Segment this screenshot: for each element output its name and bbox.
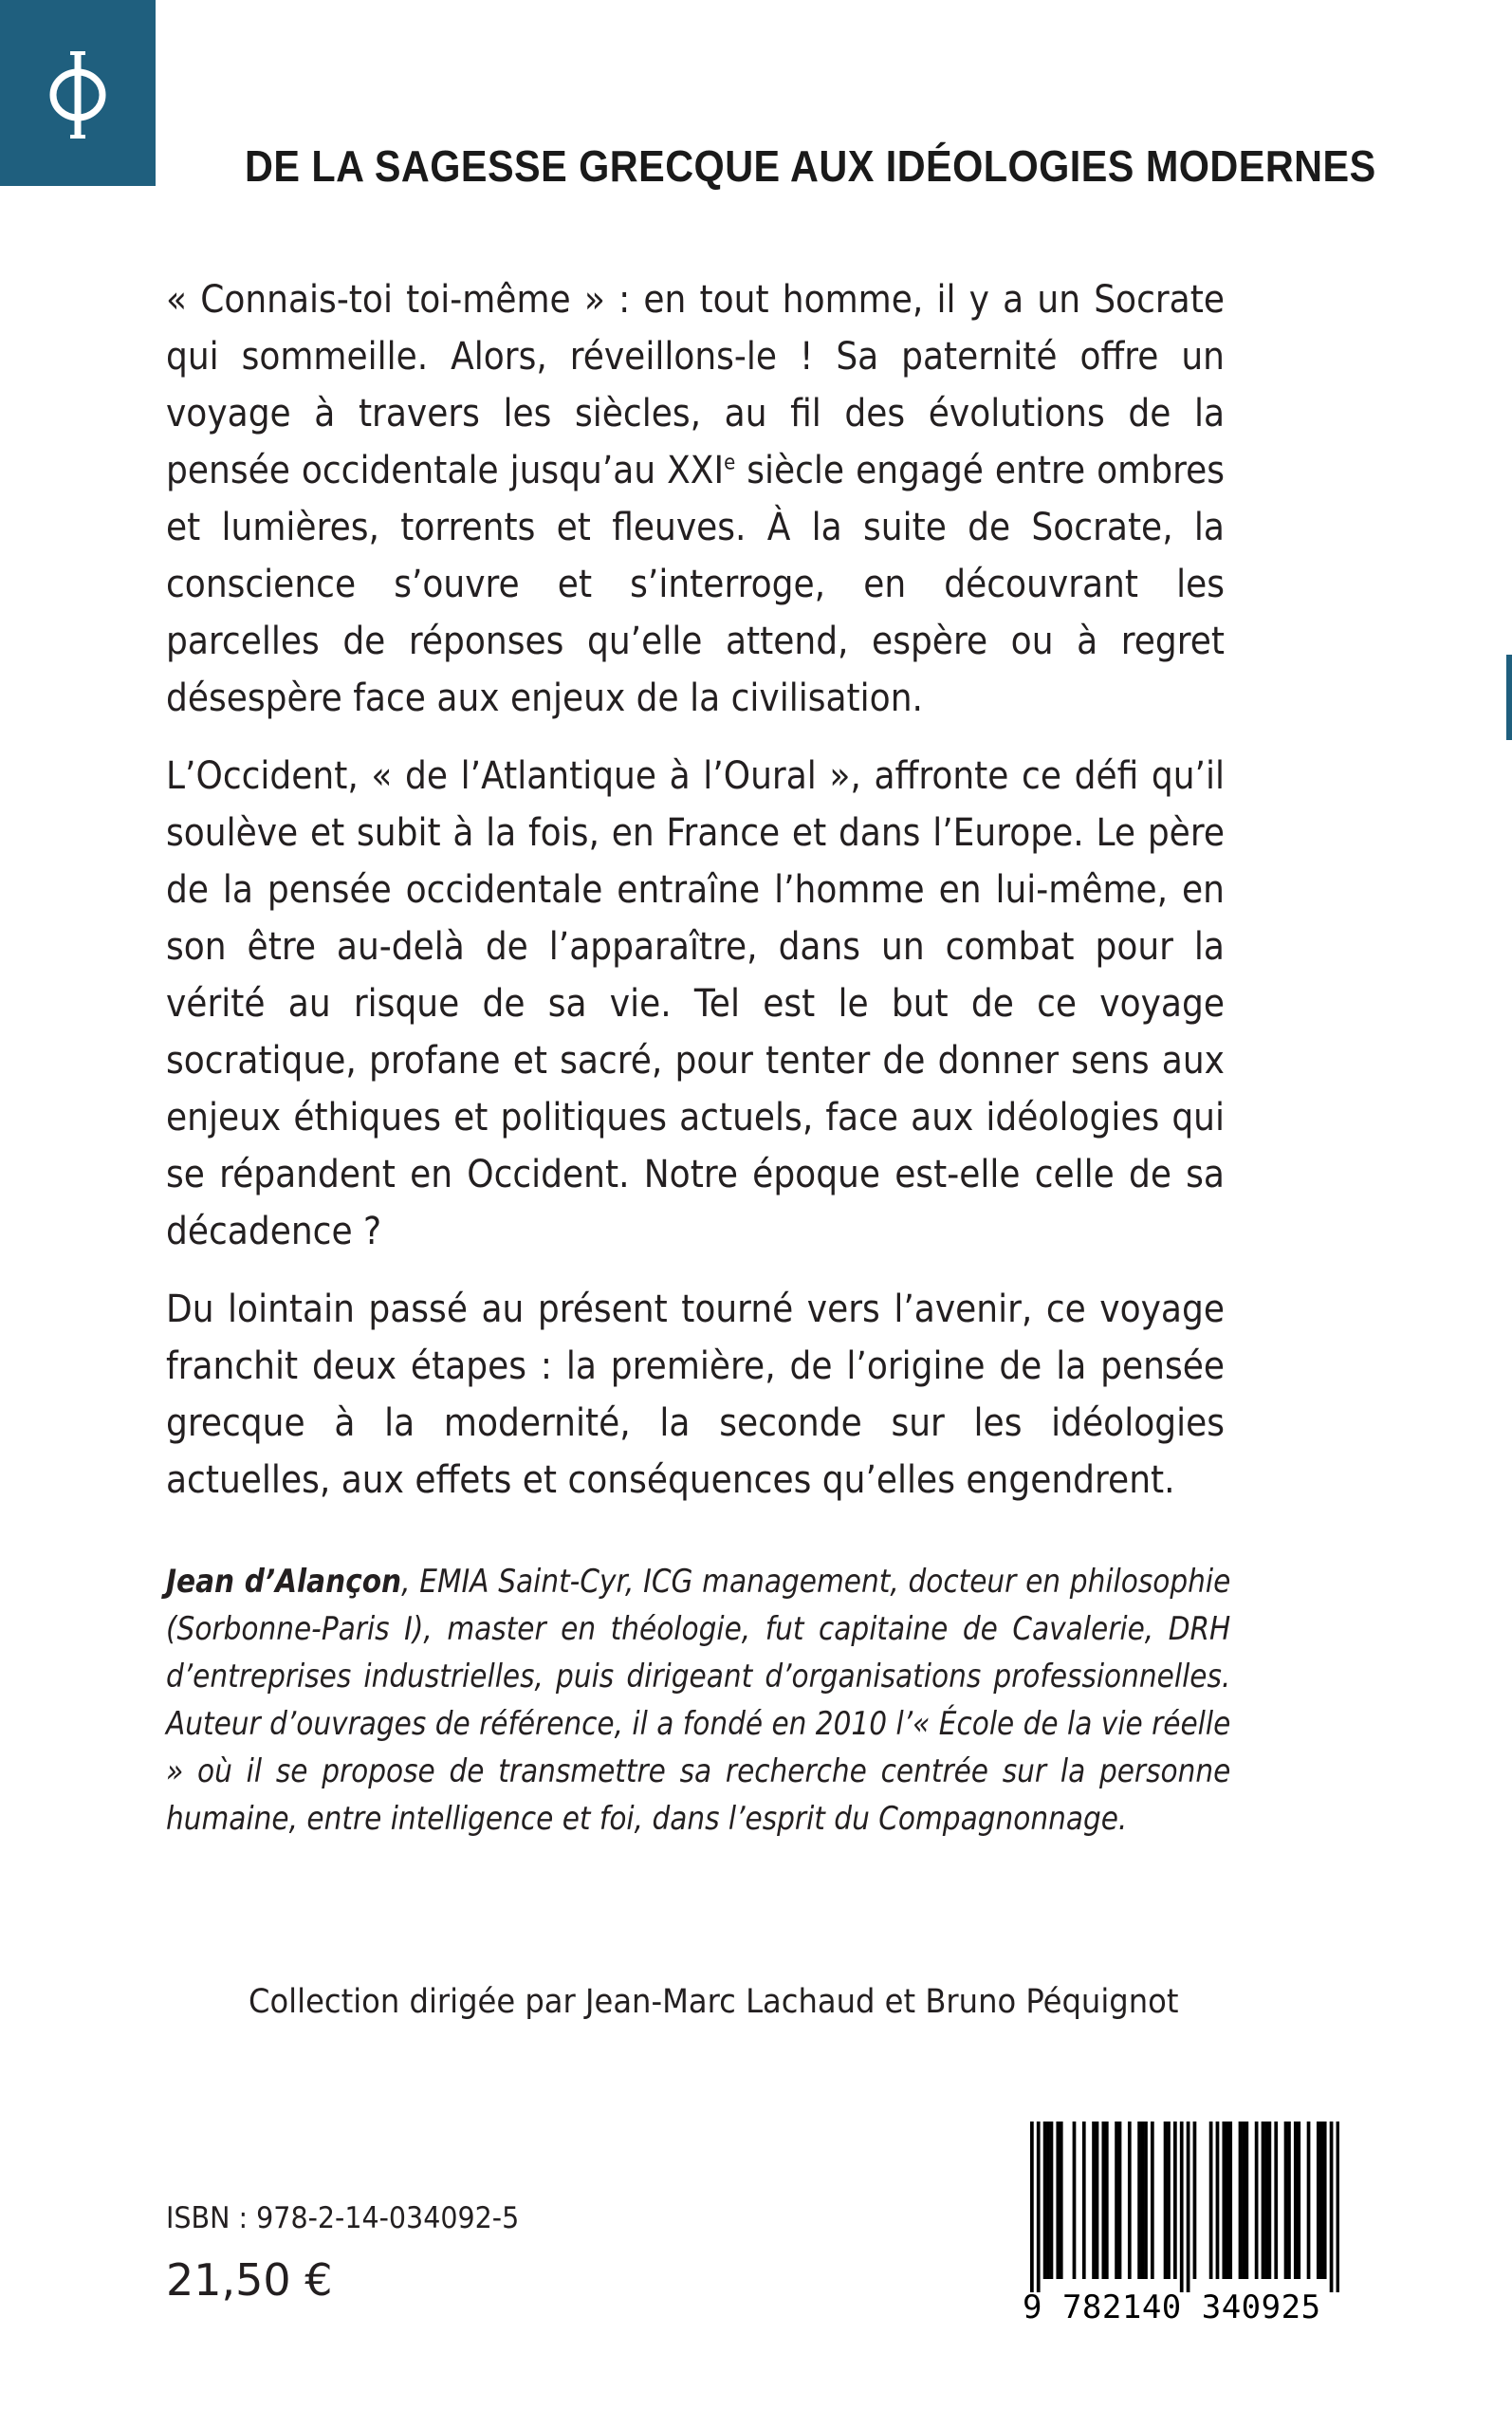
barcode-bar xyxy=(1330,2122,1334,2292)
spine-edge-mark xyxy=(1506,655,1512,740)
barcode-bar xyxy=(1060,2122,1063,2279)
barcode-bar xyxy=(1141,2122,1145,2279)
barcode-bar xyxy=(1187,2122,1190,2292)
barcode-bar xyxy=(1151,2122,1154,2279)
barcode-bar xyxy=(1222,2122,1226,2279)
barcode-bar xyxy=(1274,2122,1278,2279)
phi-symbol-icon xyxy=(45,44,111,142)
book-title: DE LA SAGESSE GRECQUE AUX IDÉOLOGIES MODERNES xyxy=(245,141,1376,191)
barcode-bar xyxy=(1268,2122,1272,2279)
barcode-number: 9 782140 340925 xyxy=(1023,2289,1321,2326)
barcode-bar xyxy=(1164,2122,1168,2279)
barcode-bar xyxy=(1046,2122,1050,2279)
barcode-bar xyxy=(1115,2122,1118,2279)
barcode-bar xyxy=(1287,2122,1291,2279)
barcode xyxy=(1023,2122,1341,2325)
barcode-bar xyxy=(1118,2122,1122,2279)
barcode-bar xyxy=(1284,2122,1288,2279)
barcode-bar xyxy=(1043,2122,1047,2279)
author-bio xyxy=(166,1558,1230,1843)
barcode-bar xyxy=(1262,2122,1265,2279)
barcode-bar xyxy=(1209,2122,1213,2279)
barcode-bar xyxy=(1245,2122,1248,2279)
collection-credit: Collection dirigée par Jean-Marc Lachaud et Bruno Péquignot xyxy=(249,1983,1179,2021)
author-bio-text: , EMIA Saint-Cyr, ICG management, docteur en philosophie (Sorbonne-Paris I), master en théologie, fut capitaine de Cavalerie, DRH d’entreprises industrielles, puis dirigeant d’organisations professionnelles. Auteur d’ouvrages de référence, il a fondé en 2010 l’« École de la vie réelle » où il se propose de transmettre sa recherche centrée sur la personne humaine, entre intelligence et foi, dans l’esprit du Compagnonnage. xyxy=(166,1563,1231,1838)
barcode-bar xyxy=(1092,2122,1096,2279)
author-name: Jean d’Alançon xyxy=(166,1563,402,1601)
barcode-bar xyxy=(1105,2122,1109,2279)
barcode-bar xyxy=(1144,2122,1148,2279)
barcode-bar xyxy=(1239,2122,1243,2279)
barcode-bar xyxy=(1319,2122,1323,2279)
barcode-bar xyxy=(1073,2122,1077,2279)
summary-paragraph-1: « Connais-toi toi-même » : en tout homme, il y a un Socrate qui sommeille. Alors, réveillons-le ! Sa paternité offre un voyage à travers les siècles, au fil des évolutions de la pensée occidentale jusqu’au XXIe siècle engagé entre ombres et lumières, torrents et fleuves. À la suite de Socrate, la conscience s’ouvre et s’interroge, en découvrant les parcelles de réponses qu’elle attend, espère ou à regret désespère face aux enjeux de la civilisation. xyxy=(166,278,1225,720)
barcode-bar xyxy=(1216,2122,1220,2279)
barcode-bar xyxy=(1101,2122,1105,2279)
barcode-bar xyxy=(1264,2122,1268,2279)
barcode-bar xyxy=(1128,2122,1132,2279)
summary-text xyxy=(166,271,1225,1529)
barcode-bar xyxy=(1173,2122,1177,2279)
barcode-bar xyxy=(1180,2122,1184,2292)
barcode-bar xyxy=(1050,2122,1054,2279)
barcode-bar xyxy=(1082,2122,1086,2279)
barcode-bar xyxy=(1137,2122,1141,2279)
barcode-bar xyxy=(1193,2122,1197,2279)
barcode-bar xyxy=(1242,2122,1245,2279)
isbn: ISBN : 978-2-14-034092-5 xyxy=(166,2201,520,2235)
barcode-bar xyxy=(1228,2122,1232,2279)
barcode-bar xyxy=(1307,2122,1311,2279)
publisher-logo xyxy=(0,0,156,186)
barcode-bar xyxy=(1037,2122,1041,2292)
barcode-bar xyxy=(1056,2122,1060,2279)
barcode-bars xyxy=(1030,2122,1339,2292)
price: 21,50 € xyxy=(166,2254,333,2306)
barcode-bar xyxy=(1323,2122,1327,2279)
barcode-bar xyxy=(1226,2122,1229,2279)
barcode-bar xyxy=(1317,2122,1320,2279)
summary-paragraph-2: L’Occident, « de l’Atlantique à l’Oural », affronte ce défi qu’il soulève et subit à la fois, en France et dans l’Europe. Le père de la pensée occidentale entraîne l’homme en lui-même, en son être au-delà de l’apparaître, dans un combat pour la vérité au risque de sa vie. Tel est le but de ce voyage socratique, profane et sacré, pour tenter de donner sens aux enjeux éthiques et politiques actuels, face aux idéologies qui se répandent en Occident. Notre époque est-elle celle de sa décadence ? xyxy=(166,754,1225,1253)
barcode-bar xyxy=(1294,2122,1298,2279)
barcode-bar xyxy=(1255,2122,1259,2279)
barcode-bar xyxy=(1167,2122,1171,2279)
barcode-bar xyxy=(1337,2122,1339,2292)
summary-paragraph-3: Du lointain passé au présent tourné vers l’avenir, ce voyage franchit deux étapes : la première, de l’origine de la pensée grecque à la modernité, la seconde sur les idéologies actuelles, aux effets et conséquences qu’elles engendrent. xyxy=(166,1288,1225,1502)
barcode-bar xyxy=(1030,2122,1034,2292)
barcode-bar xyxy=(1297,2122,1300,2279)
barcode-bar xyxy=(1096,2122,1099,2279)
